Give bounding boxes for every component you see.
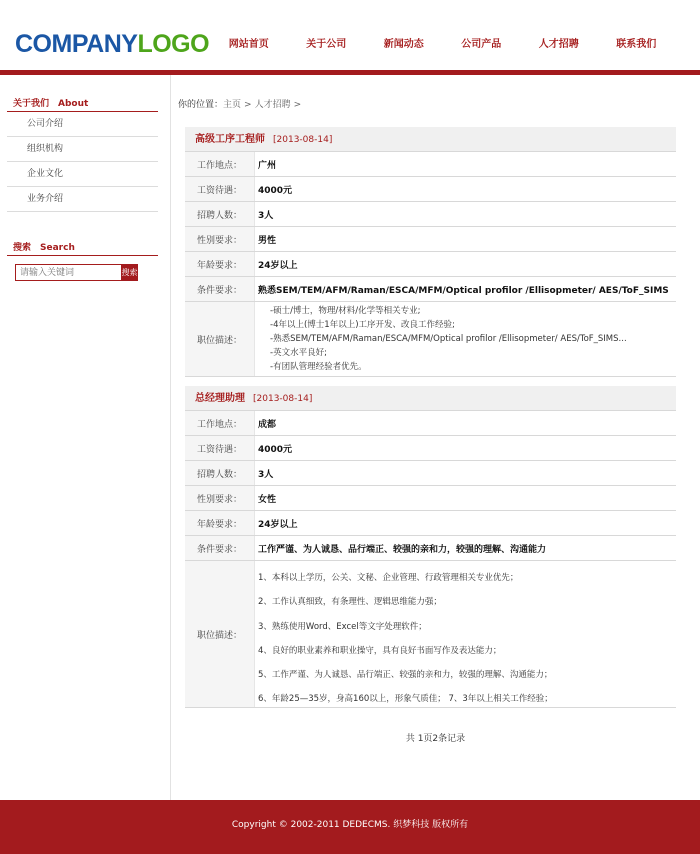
job-description <box>255 302 676 376</box>
job-field-row <box>185 536 676 561</box>
nav-jobs[interactable]: 人才招聘 <box>538 39 579 50</box>
job-field-row <box>185 411 676 436</box>
breadcrumb-separator: > <box>293 100 302 110</box>
description-line: 3、熟练使用Word、Excel等文字处理软件； <box>258 621 427 632</box>
job-field-row <box>185 252 676 277</box>
nav-products[interactable]: 公司产品 <box>461 39 502 50</box>
job-header <box>185 386 676 411</box>
description-line: -熟悉SEM/TEM/AFM/Raman/ESCA/MFM/Optical profilor /Ellisopmeter/ AES/ToF_SIMS... <box>270 334 627 344</box>
field-value: 4000元 <box>258 185 293 196</box>
field-value: 熟悉SEM/TEM/AFM/Raman/ESCA/MFM/Optical profilor /Ellisopmeter/ AES/ToF_SIMS <box>258 285 669 296</box>
sidebar-item-organization[interactable]: 组织机构 <box>7 137 158 162</box>
field-value: 3人 <box>258 210 274 221</box>
search-input[interactable] <box>15 264 121 281</box>
field-label: 工作地点： <box>185 411 255 435</box>
main-nav <box>210 36 675 54</box>
copyright-text: Copyright © 2002-2011 DEDECMS. 织梦科技 版权所有 <box>231 820 469 830</box>
job-description-row <box>185 561 676 708</box>
job-posting <box>185 127 676 377</box>
job-field-row <box>185 277 676 302</box>
sidebar <box>0 75 171 800</box>
description-line: 2、工作认真细致，有条理性、逻辑思维能力强； <box>258 597 442 608</box>
field-label: 条件要求： <box>185 277 255 301</box>
field-value: 成都 <box>258 419 277 430</box>
field-label: 年龄要求： <box>185 252 255 276</box>
description-line: 5、工作严谨、为人诚恳、品行端正、较强的亲和力，较强的理解、沟通能力； <box>258 670 553 681</box>
job-date: [2013-08-14] <box>273 135 333 145</box>
field-label: 职位描述： <box>185 561 255 707</box>
field-value: 工作严谨、为人诚恳、品行端正、较强的亲和力，较强的理解、沟通能力 <box>258 544 547 555</box>
description-line: 1、本科以上学历，公关、文秘、企业管理、行政管理相关专业优先； <box>258 573 519 583</box>
sidebar-item-culture[interactable]: 企业文化 <box>7 162 158 187</box>
field-label: 招聘人数： <box>185 461 255 485</box>
field-label: 职位描述： <box>185 302 255 376</box>
field-value: 女性 <box>258 494 277 505</box>
field-label: 性别要求： <box>185 486 255 510</box>
field-value: 广州 <box>258 160 277 171</box>
about-section-title: 关于我们 About <box>13 99 89 109</box>
field-label: 年龄要求： <box>185 511 255 535</box>
description-line: -有团队管理经验者优先。 <box>270 362 367 372</box>
field-value: 4000元 <box>258 444 293 455</box>
field-label: 工资待遇： <box>185 436 255 460</box>
field-value: 24岁以上 <box>258 519 298 530</box>
field-label: 招聘人数： <box>185 202 255 226</box>
job-field-row <box>185 461 676 486</box>
nav-news[interactable]: 新闻动态 <box>383 39 424 50</box>
job-field-row <box>185 486 676 511</box>
field-value: 3人 <box>258 469 274 480</box>
job-field-row <box>185 152 676 177</box>
job-posting <box>185 386 676 708</box>
description-line: -英文水平良好; <box>270 348 327 358</box>
field-label: 工资待遇： <box>185 177 255 201</box>
description-line: 4、良好的职业素养和职业操守，具有良好书面写作及表达能力； <box>258 645 502 656</box>
sidebar-item-company-intro[interactable]: 公司介绍 <box>7 112 158 137</box>
job-field-row <box>185 227 676 252</box>
nav-home[interactable]: 网站首页 <box>228 39 269 50</box>
breadcrumb <box>178 97 304 110</box>
field-label: 条件要求： <box>185 536 255 560</box>
description-line: -硕士/博士，物理/材料/化学等相关专业; <box>270 306 421 316</box>
site-header <box>0 0 700 70</box>
search-box <box>15 264 138 281</box>
about-menu <box>7 112 158 212</box>
search-section-title: 搜索 Search <box>13 243 75 253</box>
field-label: 工作地点： <box>185 152 255 176</box>
nav-contact[interactable]: 联系我们 <box>616 39 657 50</box>
pagination-info: 共 1页2条记录 <box>405 734 466 744</box>
job-field-row <box>185 511 676 536</box>
breadcrumb-current[interactable]: 人才招聘 <box>254 100 291 110</box>
company-logo[interactable]: COMPANYLOGO <box>15 30 210 58</box>
job-description-row <box>185 302 676 377</box>
job-field-row <box>185 202 676 227</box>
description-line: -4年以上(博士1年以上)工序开发、改良工作经验; <box>270 320 455 330</box>
description-line: 6、年龄25—35岁，身高160以上，形象气质佳； 7、3年以上相关工作经验； <box>258 694 553 705</box>
job-description <box>255 561 676 707</box>
sidebar-item-business[interactable]: 业务介绍 <box>7 187 158 212</box>
search-title-divider <box>7 255 158 256</box>
breadcrumb-separator: > <box>244 100 252 110</box>
job-title[interactable]: 高级工序工程师 <box>195 134 265 145</box>
breadcrumb-prefix: 你的位置： <box>178 100 224 110</box>
field-value: 24岁以上 <box>258 260 298 271</box>
breadcrumb-home[interactable]: 主页 <box>223 100 242 110</box>
nav-about[interactable]: 关于公司 <box>306 39 347 50</box>
job-date: [2013-08-14] <box>253 394 313 404</box>
field-label: 性别要求： <box>185 227 255 251</box>
search-button[interactable]: 搜索 <box>121 264 138 281</box>
field-value: 男性 <box>258 235 277 246</box>
job-header <box>185 127 676 152</box>
job-field-row <box>185 436 676 461</box>
job-title[interactable]: 总经理助理 <box>195 393 245 404</box>
job-field-row <box>185 177 676 202</box>
main-content <box>171 75 700 800</box>
site-footer <box>0 800 700 854</box>
